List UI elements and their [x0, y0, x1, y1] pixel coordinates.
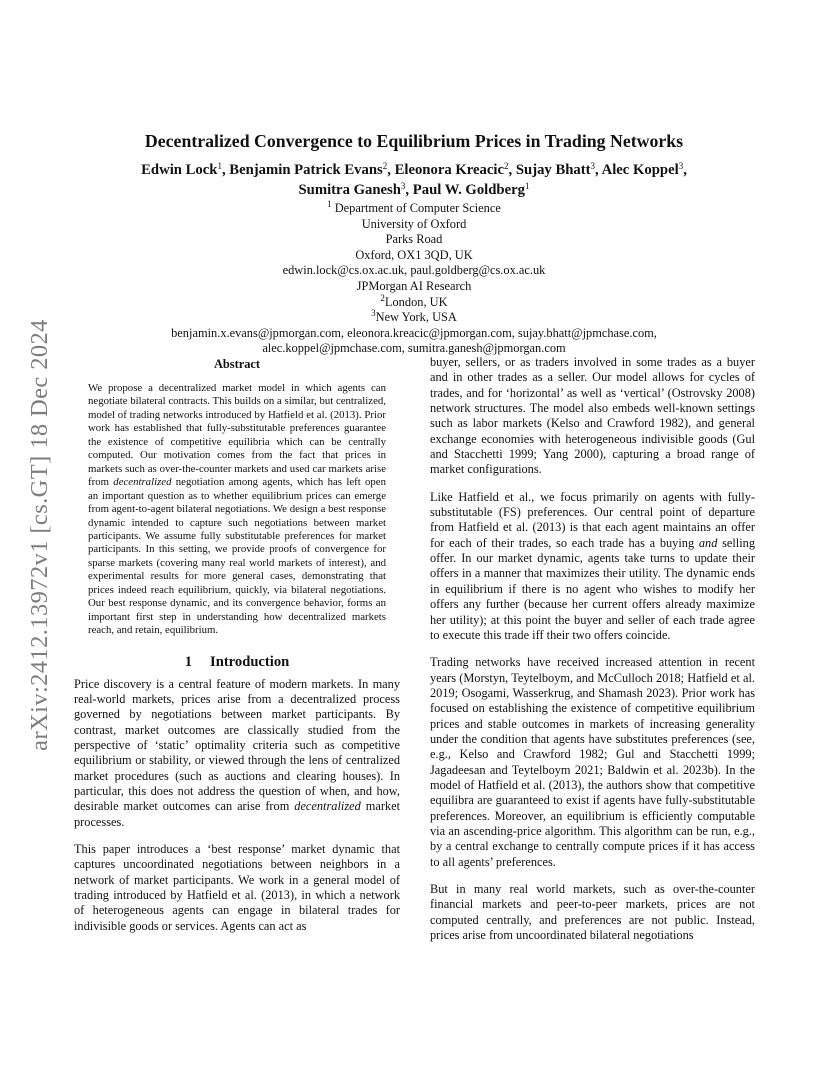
author-name: Sumitra Ganesh: [298, 182, 401, 198]
paragraph-text: selling offer. In our market dynamic, agents take turns to update their offers in a manner that maximizes their utility. The dynamic ends in equilibrium if there is no agent who wishes to modify her offers any further (because her current offers already maximize her utility); at this point the buyer and seller of each trade agree to execute this trade iff their two offers coincide.: [430, 535, 755, 642]
section-number: 1: [184, 653, 193, 670]
author-separator: ,: [683, 162, 687, 178]
author-affiliation-mark: 1: [525, 181, 530, 191]
affiliation-london: [74, 292, 754, 311]
author-list: [74, 160, 754, 200]
abstract-heading: Abstract: [213, 357, 261, 371]
intro-paragraph-2: This paper introduces a ‘best response’ market dynamic that captures uncoordinated negotiations between neighbors in a network of market participants. We work in a general model of trading introduced by Hatfield et al. (2013), in which a network of heterogeneous agents can engage in bilateral trades for indivisible goods or services. Agents can act as: [74, 842, 400, 933]
affiliation-oxford-road: Parks Road: [385, 232, 443, 247]
affiliation-mark: 2: [380, 292, 385, 303]
author-line-2: [74, 180, 754, 200]
right-paragraph-3: Trading networks have received increased attention in recent years (Morstyn, Teytelboym, and McCulloch 2018; Hatfield et al. 2019; Osogami, Wasserkrug, and Shamash 2023). Prior work has focused on establishing the existence of competitive equilibrium prices and stable outcomes in markets of increasing generality under the condition that agents have substitutes preferences (see, e.g., Kelso and Crawford 1982; Gul and Stacchetti 1999; Jagadeesan and Teytelboym 2021; Baldwin et al. 2023b). In the model of Hatfield et al. (2013), the authors show that competitive equilibra are guaranteed to exist if agents have fully-substitutable preferences. Moreover, an equilibrium is efficiently computable via an ascending-price algorithm. This algorithm can be run, e.g., by a central exchange to centrally compute prices if it has access to all agents’ preferences.: [430, 655, 755, 869]
paragraph-text: market processes.: [74, 799, 401, 829]
author-affiliation-mark: 3: [678, 161, 684, 171]
author-affiliation-mark: 1: [217, 161, 222, 171]
affiliation-text: Department of Computer Science: [331, 201, 501, 215]
author-affiliation-mark: 2: [504, 161, 509, 171]
affiliation-oxford-department: [74, 201, 754, 217]
author-name: Edwin Lock: [141, 162, 218, 178]
author-affiliation-mark: 2: [382, 161, 388, 171]
section-title: Introduction: [210, 653, 290, 670]
abstract-emphasis: decentralized: [113, 476, 172, 489]
affiliation-oxford-city: Oxford, OX1 3QD, UK: [355, 247, 473, 262]
author-affiliation-mark: 3: [400, 181, 406, 191]
author-name: Eleonora Kreacic: [394, 162, 505, 178]
author-separator: ,: [595, 162, 602, 178]
affiliation-oxford-emails: edwin.lock@cs.ox.ac.uk, paul.goldberg@cs.ox.ac.uk: [282, 263, 546, 278]
affiliation-jpmorgan-emails-line-2: alec.koppel@jpmchase.com, sumitra.ganesh@jpmorgan.com: [262, 341, 566, 356]
arxiv-identifier-stamp: arXiv:2412.13972v1 [cs.GT] 18 Dec 2024: [26, 319, 53, 751]
affiliation-jpmorgan-emails-line-1: benjamin.x.evans@jpmorgan.com, eleonora.kreacic@jpmorgan.com, sujay.bhatt@jpmchase.com,: [171, 325, 657, 340]
author-name: Paul W. Goldberg: [412, 182, 525, 198]
author-name: Sujay Bhatt: [515, 162, 591, 178]
author-name: Benjamin Patrick Evans: [229, 162, 383, 178]
right-paragraph-4: But in many real world markets, such as over-the-counter financial markets and peer-to-peer markets, prices are not computed centrally, and preferences are not public. Instead, prices arise from uncoordinated bilateral negotiations: [430, 882, 755, 943]
right-column: [430, 355, 755, 943]
author-name: Alec Koppel: [601, 162, 679, 178]
author-separator: ,: [221, 162, 230, 178]
author-separator: ,: [508, 162, 516, 178]
affiliation-new-york: [74, 310, 754, 326]
left-column: [74, 355, 400, 934]
affiliation-jpmorgan: JPMorgan AI Research: [356, 278, 472, 293]
affiliation-mark: 3: [371, 308, 376, 319]
abstract-text: [74, 382, 400, 638]
author-separator: ,: [387, 162, 395, 178]
paragraph-text: Like Hatfield et al., we focus primarily on agents with fully-substitutable (FS) preferences. Our central point of departure from Hatfield et al. (2013) is that each agent maintains an offer for each of their trades, so each trade has a buying: [430, 489, 755, 550]
paragraph-text: Price discovery is a central feature of modern markets. In many real-world markets, prices arise from a decentralized process governed by negotiations between market participants. By contrast, market outcomes are classically studied from the perspective of ‘static’ optimality criteria such as competitive equilibrium or stability, or viewed through the lens of centralized market procedures (such as auctions and clearing houses). In particular, this does not address the question of when, and how, desirable market outcomes can arise from: [74, 676, 400, 814]
author-line-1: [74, 160, 754, 180]
affiliation-text: New York, USA: [375, 310, 457, 325]
affiliation-oxford-university: University of Oxford: [361, 216, 467, 231]
paper-title: Decentralized Convergence to Equilibrium Prices in Trading Networks: [144, 131, 684, 151]
paragraph-emphasis: and: [698, 535, 718, 550]
right-paragraph-2: [430, 490, 755, 643]
section-heading-introduction: [74, 653, 400, 671]
right-paragraph-1: buyer, sellers, or as traders involved in some trades as a buyer and in other trades as a seller. Our model allows for cycles of trades, and for ‘horizontal’ as well as ‘vertical’ (Ostrovsky 2008) network structures. The model also embeds well-known settings such as labor markets (Kelso and Crawford 1982), and general exchange economies with heterogeneous indivisible goods (Gul and Stacchetti 1999; Yang 2000), capturing a broad range of market configurations.: [430, 355, 755, 477]
paragraph-emphasis: decentralized: [294, 799, 361, 814]
affiliation-text: London, UK: [384, 294, 448, 309]
affiliations-block: [74, 201, 754, 357]
author-affiliation-mark: 3: [590, 161, 596, 171]
intro-paragraph-1: [74, 677, 400, 830]
abstract-text-part: negotiation among agents, which has left open an important question as to whether equilibrium prices can emerge from agent-to-agent bilateral negotiations. We design a best response dynamic intended to capture such negotiations between market participants. We assume fully substitutable preferences for market participants. In this setting, we provide proofs of convergence for sparse markets (covering many real world markets of interest), and experimental results for more general cases, demonstrating that prices indeed reach equilibrium, quickly, via bilateral negotiations. Our best response dynamic, and its convergence behavior, forms an important first step in understanding how decentralized markets reach, and retain, equilibrium.: [88, 476, 386, 637]
author-separator: ,: [405, 182, 413, 198]
abstract-text-part: We propose a decentralized market model in which agents can negotiate bilateral contracts. This builds on a similar, but centralized, model of trading networks introduced by Hatfield et al. (2013). Prior work has established that fully-substitutable preferences guarantee the existence of competitive equilibria which can be centrally computed. Our motivation comes from the fact that prices in markets such as over-the-counter markets and used car markets arise from: [88, 382, 386, 489]
affiliation-mark: 1: [327, 199, 332, 209]
